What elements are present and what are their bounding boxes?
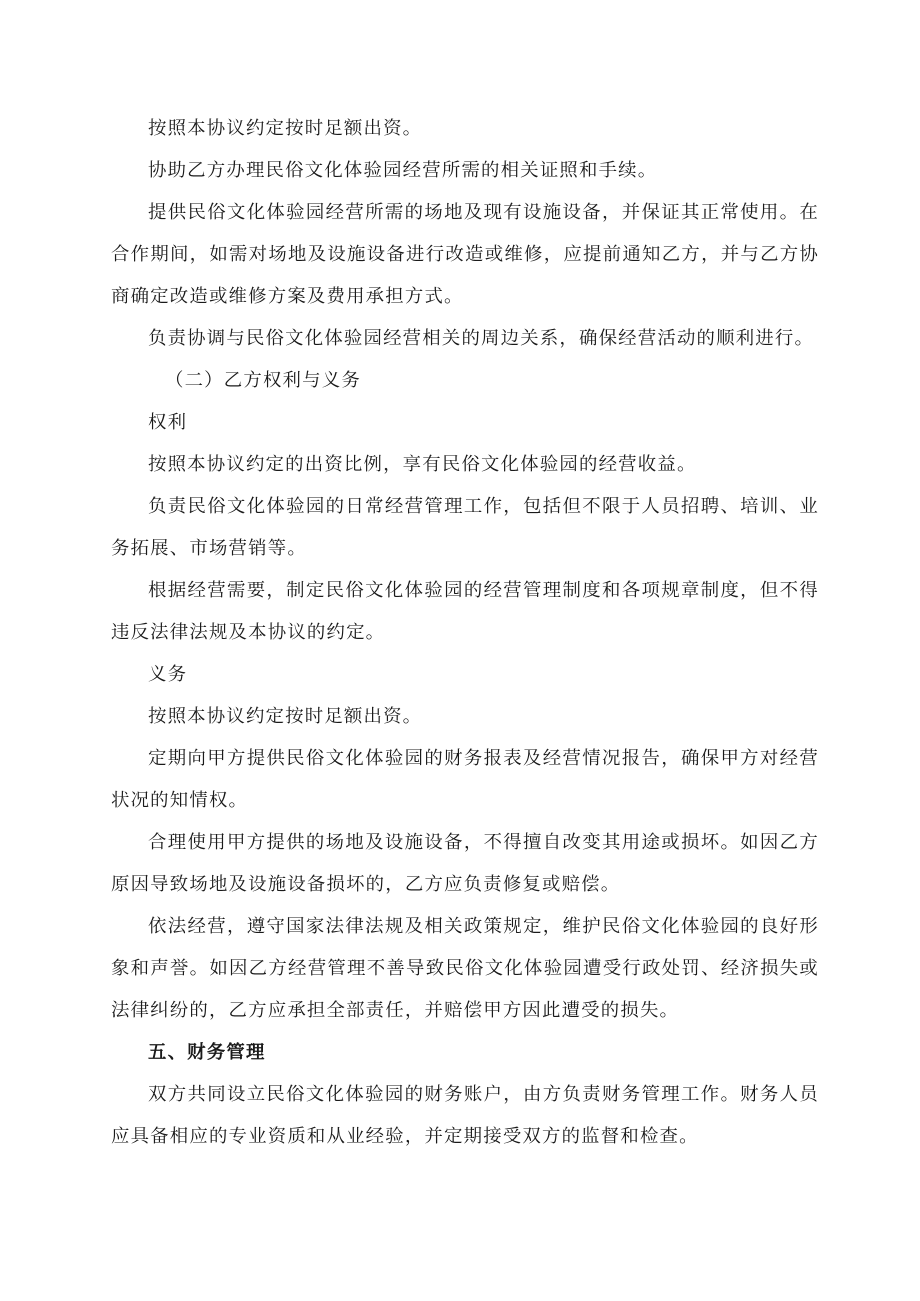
paragraph-coordinate-relations: 负责协调与民俗文化体验园经营相关的周边关系，确保经营活动的顺利进行。: [148, 328, 815, 349]
paragraph-enjoy-revenue: 按照本协议约定的出资比例，享有民俗文化体验园的经营收益。: [148, 454, 697, 475]
paragraph-finance-account: 双方共同设立民俗文化体验园的财务账户，由方负责财务管理工作。财务人员应具备相应的专业资质和从业经验，并定期接受双方的监督和检查。: [111, 1084, 819, 1147]
paragraph-proper-use: 合理使用甲方提供的场地及设施设备，不得擅自改变其用途或损坏。如因乙方原因导致场地及设施设备损坏的，乙方应负责修复或赔偿。: [111, 832, 819, 895]
paragraph-financial-reports: 定期向甲方提供民俗文化体验园的财务报表及经营情况报告，确保甲方对经营状况的知情权。: [111, 748, 819, 811]
paragraph-contribute-capital-b: 按照本协议约定按时足额出资。: [148, 706, 423, 727]
paragraph-make-rules: 根据经营需要，制定民俗文化体验园的经营管理制度和各项规章制度，但不得违反法律法规及本协议的约定。: [111, 580, 819, 643]
paragraph-daily-management: 负责民俗文化体验园的日常经营管理工作，包括但不限于人员招聘、培训、业务拓展、市场营销等。: [111, 496, 819, 559]
paragraph-contribute-capital: 按照本协议约定按时足额出资。: [148, 118, 423, 139]
document-body: [111, 108, 819, 1158]
paragraph-provide-site: 提供民俗文化体验园经营所需的场地及现有设施设备，并保证其正常使用。在合作期间，如需对场地及设施设备进行改造或维修，应提前通知乙方，并与乙方协商确定改造或维修方案及费用承担方式。: [111, 202, 819, 307]
paragraph-assist-licenses: 协助乙方办理民俗文化体验园经营所需的相关证照和手续。: [148, 160, 658, 181]
label-obligations: 义务: [148, 664, 188, 685]
paragraph-lawful-operation: 依法经营，遵守国家法律法规及相关政策规定，维护民俗文化体验园的良好形象和声誉。如因乙方经营管理不善导致民俗文化体验园遭受行政处罚、经济损失或法律纠纷的，乙方应承担全部责任，并赔偿甲方因此遭受的损失。: [111, 916, 819, 1021]
section-heading-finance: 五、财务管理: [148, 1042, 266, 1063]
label-rights: 权利: [148, 412, 188, 433]
section-subheading-party-b: （二）乙方权利与义务: [165, 370, 361, 391]
